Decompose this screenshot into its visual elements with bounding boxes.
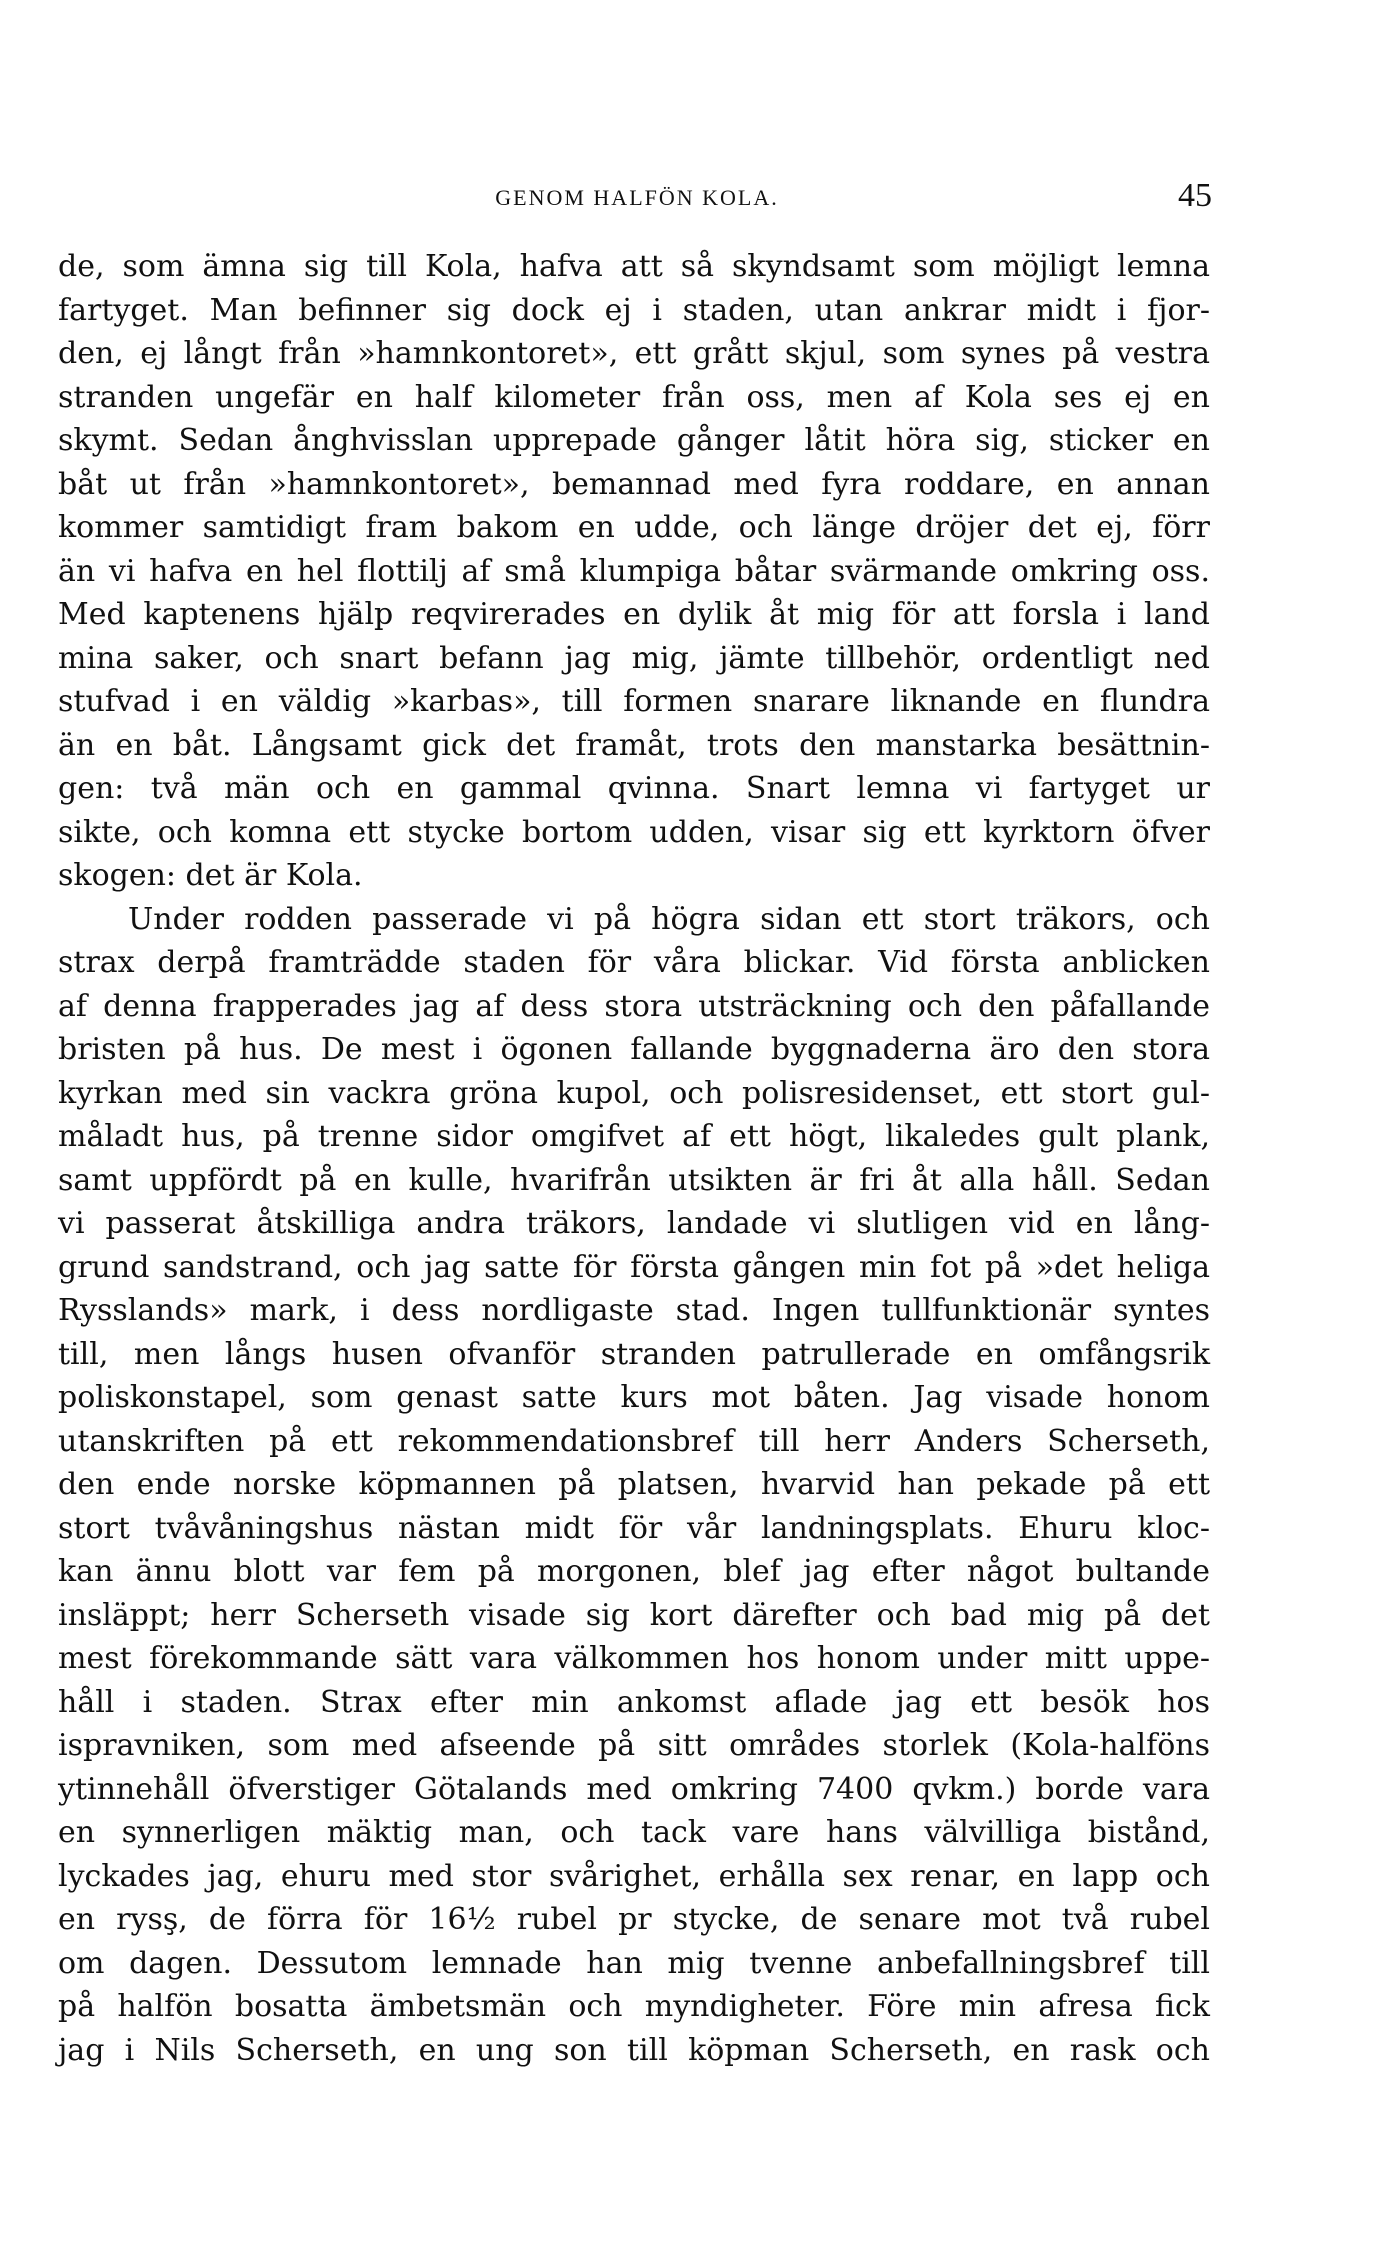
body-text	[58, 245, 1210, 2072]
text-line: skymt. Sedan ånghvisslan upprepade gånger låtit höra sig, sticker en	[58, 423, 1210, 458]
text-line: en rysş, de förra för 16½ rubel pr stycke, de senare mot två rubel	[58, 1902, 1210, 1937]
text-line: de, som ämna sig till Kola, hafva att så skyndsamt som möjligt lemna	[58, 249, 1210, 284]
text-line: stranden ungefär en half kilometer från oss, men af Kola ses ej en	[58, 379, 1210, 415]
text-line: gen: två män och en gammal qvinna. Snart lemna vi fartyget ur	[58, 771, 1210, 806]
text-line: af denna frapperades jag af dess stora utsträckning och den påfallande	[58, 988, 1210, 1024]
text-line: fartyget. Man befinner sig dock ej i staden, utan ankrar midt i fjor-	[58, 292, 1210, 328]
text-line: till, men långs husen ofvanför stranden patrullerade en omfångsrik	[58, 1336, 1210, 1372]
text-line: ispravniken, som med afseende på sitt områdes storlek (Kola-halföns	[58, 1728, 1210, 1763]
text-line: den ende norske köpmannen på platsen, hvarvid han pekade på ett	[58, 1467, 1210, 1502]
text-line: måladt hus, på trenne sidor omgifvet af ett högt, likaledes gult plank,	[58, 1119, 1210, 1154]
text-line: lyckades jag, ehuru med stor svårighet, erhålla sex renar, en lapp och	[58, 1858, 1210, 1894]
text-line: stort tvåvåningshus nästan midt för vår landningsplats. Ehuru kloc-	[58, 1510, 1210, 1546]
text-line: Under rodden passerade vi på högra sidan ett stort träkors, och	[128, 901, 1210, 937]
text-line: skogen: det är Kola.	[58, 858, 363, 893]
text-line: mina saker, och snart befann jag mig, jämte tillbehör, ordentligt ned	[58, 640, 1210, 676]
running-head	[62, 177, 1212, 225]
text-line: håll i staden. Strax efter min ankomst aflade jag ett besök hos	[58, 1684, 1210, 1720]
text-line: på halfön bosatta ämbetsmän och myndigheter. Före min afresa fick	[58, 1989, 1210, 2024]
text-line: kommer samtidigt fram bakom en udde, och länge dröjer det ej, förr	[58, 510, 1210, 545]
text-line: mest förekommande sätt vara välkommen hos honom under mitt uppe-	[58, 1641, 1210, 1676]
text-line: än vi hafva en hel flottilj af små klumpiga båtar svärmande omkring oss.	[58, 553, 1210, 589]
text-line: bristen på hus. De mest i ögonen fallande byggnaderna äro den stora	[58, 1032, 1210, 1067]
text-line: strax derpå framträdde staden för våra blickar. Vid första anblicken	[58, 945, 1210, 980]
text-line: samt uppfördt på en kulle, hvarifrån utsikten är fri åt alla håll. Sedan	[58, 1162, 1210, 1198]
text-line: kan ännu blott var fem på morgonen, blef jag efter något bultande	[58, 1554, 1210, 1589]
text-line: jag i Nils Scherseth, en ung son till köpman Scherseth, en rask och	[58, 2032, 1210, 2068]
text-line: den, ej långt från »hamnkontoret», ett grått skjul, som synes på vestra	[58, 336, 1210, 371]
text-line: Rysslands» mark, i dess nordligaste stad. Ingen tullfunktionär syntes	[58, 1293, 1210, 1328]
text-line: vi passerat åtskilliga andra träkors, landade vi slutligen vid en lång-	[58, 1206, 1210, 1241]
text-line: poliskonstapel, som genast satte kurs mot båten. Jag visade honom	[58, 1380, 1210, 1415]
text-line: sikte, och komna ett stycke bortom udden, visar sig ett kyrktorn öfver	[58, 814, 1210, 850]
text-line: om dagen. Dessutom lemnade han mig tvenne anbefallningsbref till	[58, 1945, 1210, 1981]
text-line: båt ut från »hamnkontoret», bemannad med fyra roddare, en annan	[58, 466, 1210, 502]
text-line: Med kaptenens hjälp reqvirerades en dylik åt mig för att forsla i land	[58, 597, 1210, 632]
text-line: än en båt. Långsamt gick det framåt, trots den manstarka besättnin-	[58, 727, 1210, 763]
running-title: GENOM HALFÖN KOLA.	[495, 185, 779, 210]
text-line: ytinnehåll öfverstiger Götalands med omkring 7400 qvkm.) borde vara	[58, 1771, 1210, 1807]
text-line: stufvad i en väldig »karbas», till formen snarare liknande en flundra	[58, 684, 1210, 719]
text-line: utanskriften på ett rekommendationsbref till herr Anders Scherseth,	[58, 1423, 1210, 1459]
text-line: en synnerligen mäktig man, och tack vare hans välvilliga bistånd,	[58, 1815, 1210, 1850]
text-line: insläppt; herr Scherseth visade sig kort därefter och bad mig på det	[58, 1597, 1210, 1633]
text-line: grund sandstrand, och jag satte för första gången min fot på »det heliga	[58, 1249, 1210, 1285]
page-number: 45	[1178, 177, 1212, 214]
text-line: kyrkan med sin vackra gröna kupol, och polisresidenset, ett stort gul-	[58, 1075, 1210, 1111]
